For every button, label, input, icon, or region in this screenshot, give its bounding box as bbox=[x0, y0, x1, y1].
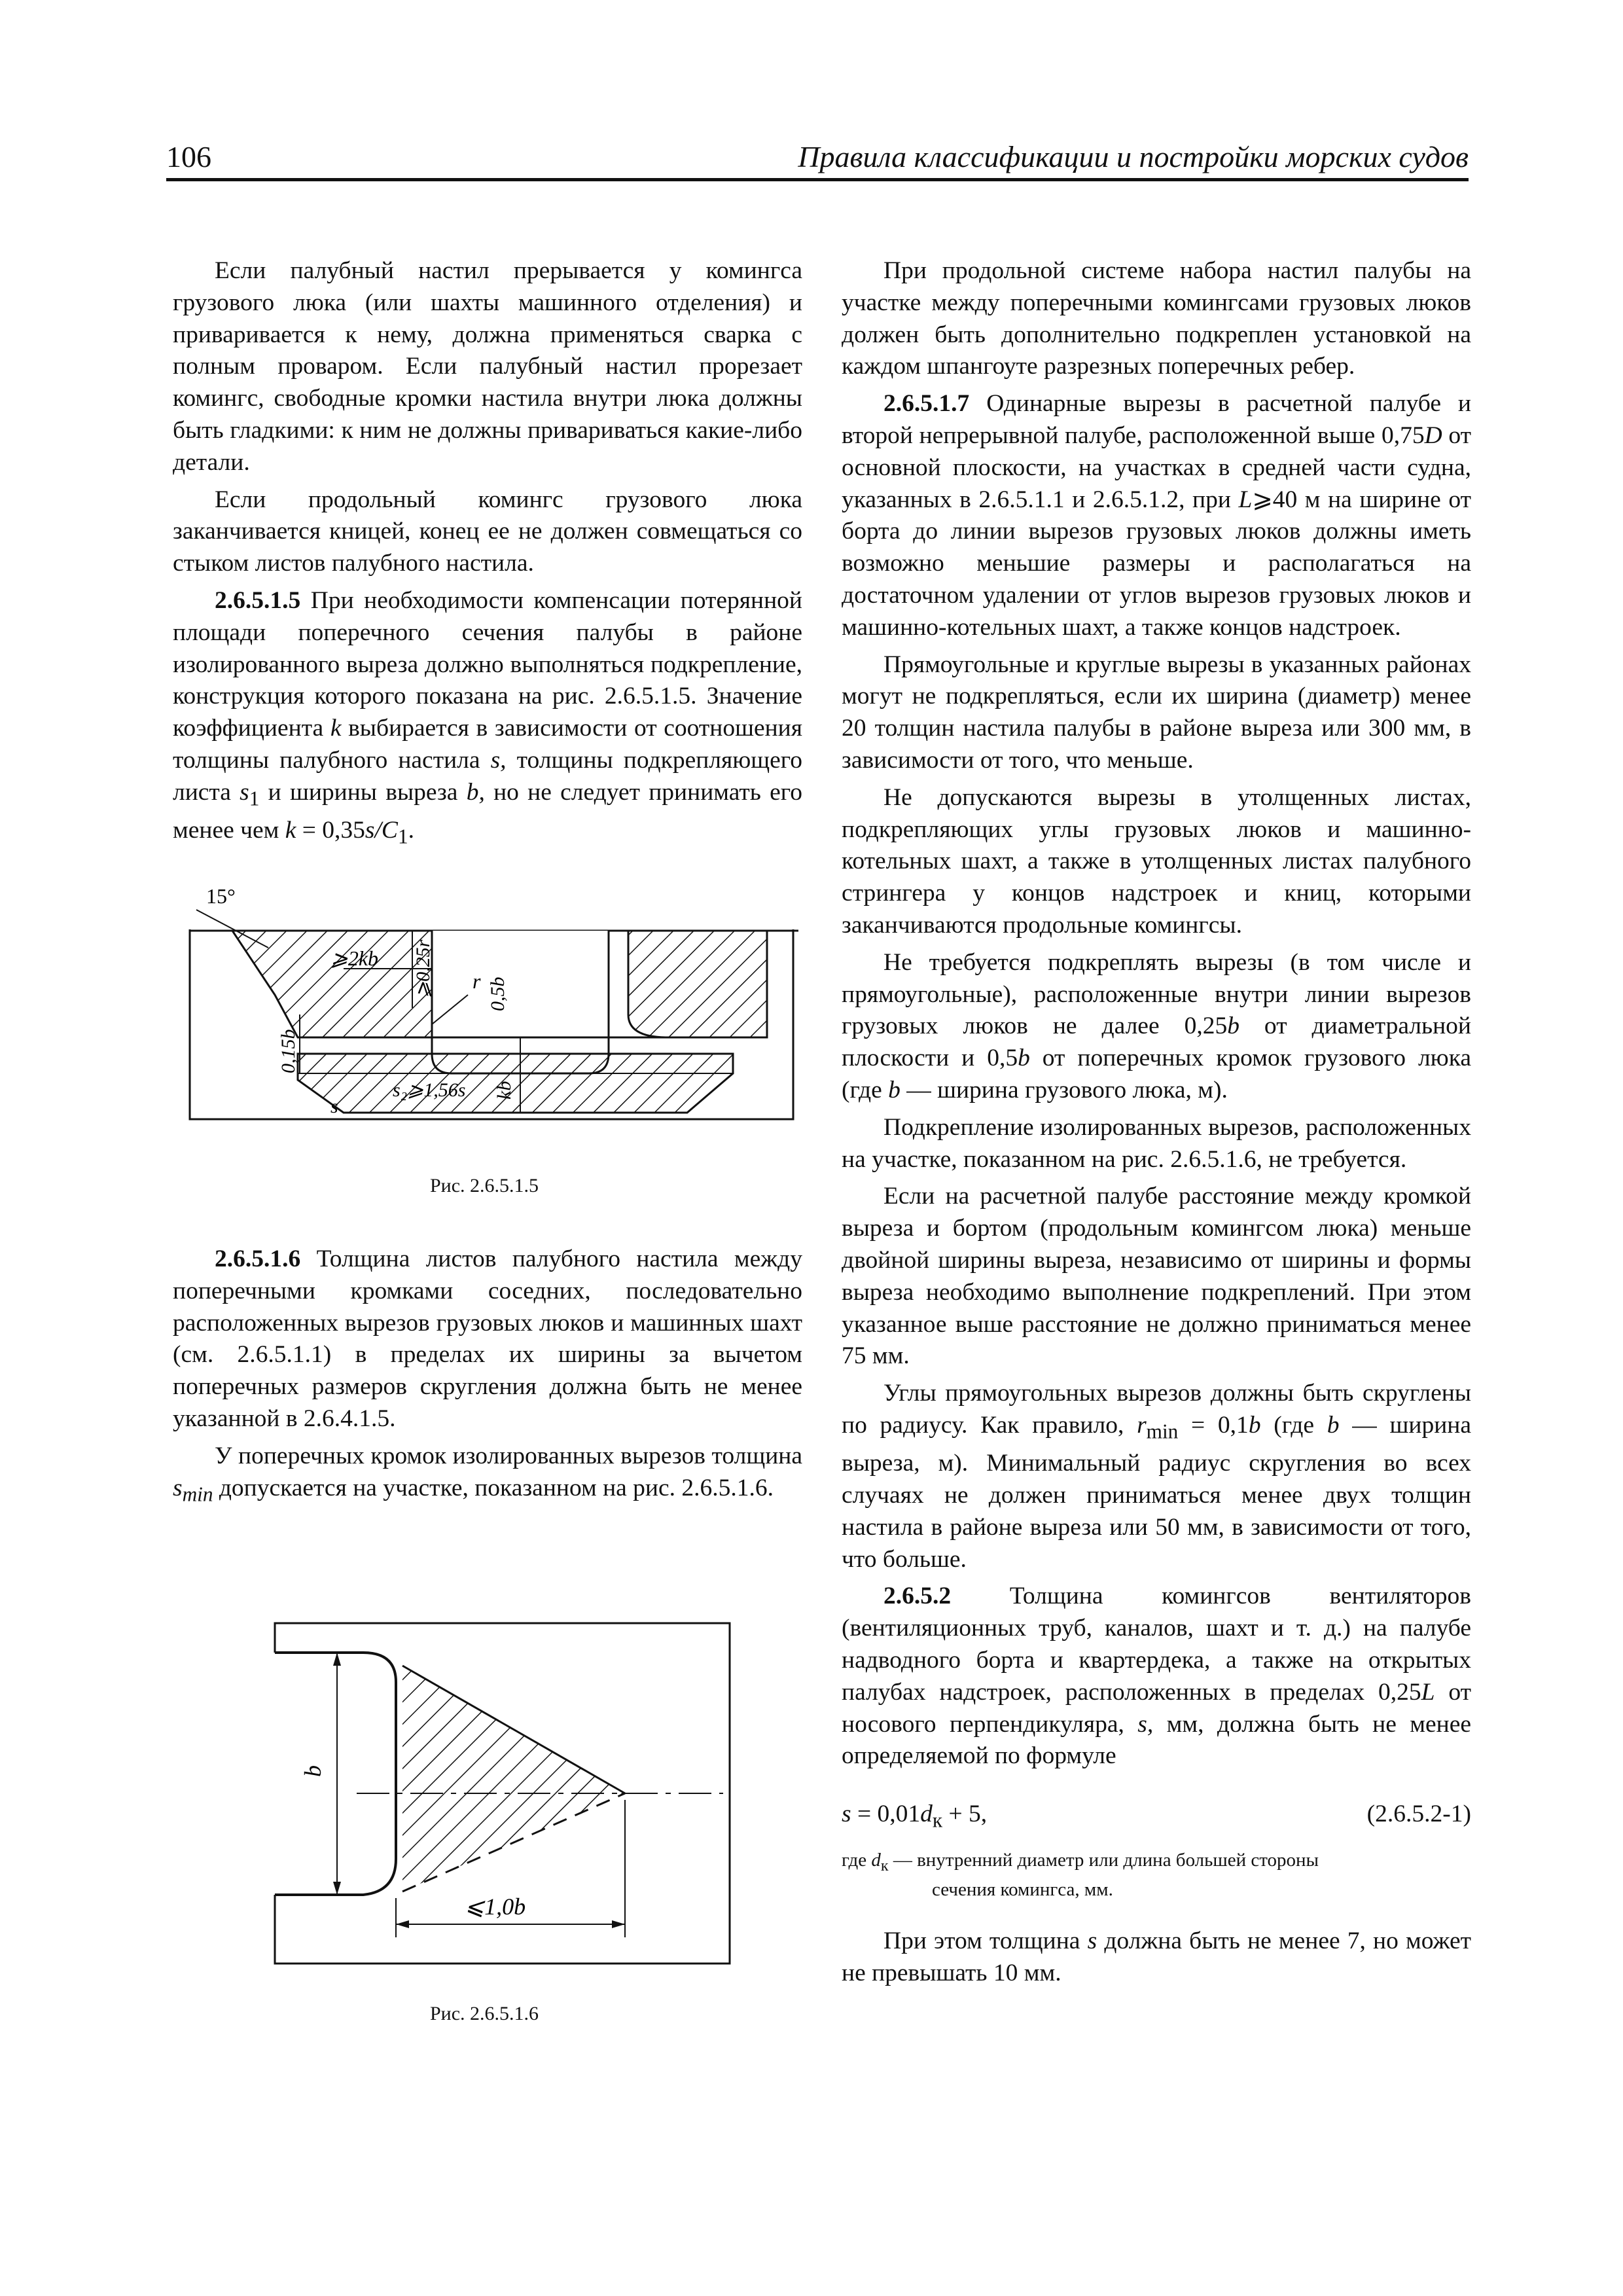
label-b: b bbox=[300, 1765, 326, 1777]
angle-label: 15° bbox=[206, 884, 236, 908]
dim-05b: 0,5b bbox=[487, 977, 508, 1011]
paragraph: Подкрепление изолированных вырезов, расположенных на участке, показанном на рис. 2.6.5.1.6, не требуется. bbox=[842, 1113, 1471, 1173]
dim-2kb: ⩾2kb bbox=[330, 946, 379, 970]
paragraph: Если продольный комингс грузового люка заканчивается кницей, конец ее не должен совмещаться со стыком листов палубного настила. bbox=[173, 486, 802, 577]
figure-2-6-5-1-6 bbox=[265, 1617, 736, 1996]
equation-number: (2.6.5.2-1) bbox=[1366, 1801, 1471, 1828]
page-header bbox=[166, 137, 1469, 181]
clause-number: 2.6.5.1.7 bbox=[883, 390, 970, 418]
label-s: s bbox=[330, 1096, 338, 1117]
paragraph: Если на расчетной палубе расстояние между кромкой выреза и бортом (продольным комингсом люка) меньше двойной ширины выреза, независимо от ширины и формы выреза необходимо выполнение подкреплений. При этом указанное выше расстояние не должно приниматься менее 75 мм. bbox=[842, 1183, 1471, 1370]
paragraph-2-6-5-2: 2.6.5.2 Толщина комингсов вентиляторов (вентиляционных труб, каналов, шахт и т. д.) на палубе надводного борта и квартердека, а также на открытых палубах надстроек, расположенных в пределах 0,25L от носового перпендикуляра, s, мм, должна быть не менее определяемой по формуле bbox=[842, 1583, 1471, 1770]
clause-number: 2.6.5.1.5 bbox=[215, 586, 301, 614]
page-number: 106 bbox=[166, 140, 211, 173]
right-column bbox=[842, 255, 1471, 1995]
equation bbox=[842, 1799, 1471, 1837]
dim-025r: ⩾0,25r bbox=[412, 939, 434, 998]
left-column bbox=[173, 255, 802, 858]
clause-number: 2.6.5.1.6 bbox=[215, 1246, 301, 1272]
paragraph: Не требуется подкреплять вырезы (в том числе и прямоугольные), расположенные внутри линии вырезов грузовых люков не далее 0,25b от диаметральной плоскости и 0,5b от поперечных кромок грузового люка (где b — ширина грузового люка, м). bbox=[842, 948, 1471, 1103]
label-r: r bbox=[473, 969, 481, 993]
dim-kb: kb bbox=[493, 1081, 515, 1100]
paragraph-2-6-5-1-6: 2.6.5.1.6 Толщина листов палубного настила между поперечными кромками соседних, последовательно расположенных вырезов грузовых люков и машинных шахт (см. 2.6.5.1.1) в пределах их ширины за вычетом поперечных размеров скругления должна быть не менее указанной в 2.6.4.1.5. bbox=[173, 1246, 802, 1432]
paragraph-2-6-5-1-7: 2.6.5.1.7 Одинарные вырезы в расчетной палубе и второй непрерывной палубе, расположенной выше 0,75D от основной плоскости, на участках в средней части судна, указанных в 2.6.5.1.1 и 2.6.5.1.2, при L⩾40 м на ширине от борта до линии вырезов грузовых люков должны иметь возможно меньшие размеры и располагаться на достаточном удалении от углов вырезов грузовых люков и машинно-котельных шахт, а также концов надстроек. bbox=[842, 390, 1472, 641]
paragraph: При этом толщина s должна быть не менее 7, но может не превышать 10 мм. bbox=[842, 1928, 1471, 1987]
figure-caption: Рис. 2.6.5.1.5 bbox=[429, 1175, 539, 1196]
paragraph: Углы прямоугольных вырезов должны быть скруглены по радиусу. Как правило, $r_{min} = 0,1b$ (где b — ширина выреза, м). Минимальный радиус скругления во всех случаях не должен приниматься менее двух толщин настила в районе выреза или 50 мм, в зависимости от того, что больше. bbox=[842, 1380, 1471, 1573]
clause-number: 2.6.5.2 bbox=[883, 1583, 952, 1610]
dim-10b: ⩽1,0b bbox=[465, 1893, 526, 1920]
paragraph: Если палубный настил прерывается у комингса грузового люка (или шахты машинного отделения) и приваривается к нему, должна применяться сварка с полным проваром. Если палубный настил прорезает комингс, свободные кромки настила внутри люка должны быть гладкими: к ним не должны привариваться какие-либо детали. bbox=[173, 257, 802, 476]
paragraph: При продольной системе набора настил палубы на участке между поперечными комингсами грузовых люков должен быть дополнительно подкреплен установкой на каждом шпангоуте разрезных поперечных ребер. bbox=[842, 257, 1471, 380]
equation-legend: где $d_к$ — внутренний диаметр или длина большей стороны сечения комингса, мм. bbox=[842, 1850, 1319, 1901]
equation-body: $s = 0,01d_к + 5$, bbox=[842, 1801, 988, 1832]
paragraph: У поперечных кромок изолированных вырезов толщина $s_{min}$ допускается на участке, показанном на рис. 2.6.5.1.6. bbox=[173, 1442, 802, 1506]
dim-s2: s₂⩾1,56s bbox=[393, 1079, 466, 1101]
figure-2-6-5-1-5 bbox=[170, 884, 798, 1158]
left-column-lower bbox=[173, 1244, 802, 1516]
running-title: Правила классификации и постройки морских судов bbox=[798, 140, 1469, 173]
dim-015b: 0,15b bbox=[277, 1029, 299, 1073]
paragraph: Прямоугольные и круглые вырезы в указанных районах могут не подкрепляться, если их ширина (диаметр) менее 20 толщин настила палубы в районе выреза или 300 мм, в зависимости от того, что меньше. bbox=[842, 651, 1471, 774]
paragraph-2-6-5-1-5: 2.6.5.1.5 При необходимости компенсации потерянной площади поперечного сечения палубы в районе изолированного выреза должно выполняться подкрепление, конструкция которого показана на рис. 2.6.5.1.5. Значение коэффициента k выбирается в зависимости от соотношения толщины палубного настила s, толщины подкрепляющего листа $s_1$ и ширины выреза b, но не следует принимать его менее чем $k = 0,35s/C_1$. bbox=[173, 586, 802, 848]
figure-caption: Рис. 2.6.5.1.6 bbox=[429, 2003, 539, 2024]
paragraph: Не допускаются вырезы в утолщенных листах, подкрепляющих углы грузовых люков и машинно-котельных шахт, а также в утолщенных листах палубного стрингера у концов надстроек и книц, которыми заканчиваются продольные комингсы. bbox=[842, 783, 1471, 939]
